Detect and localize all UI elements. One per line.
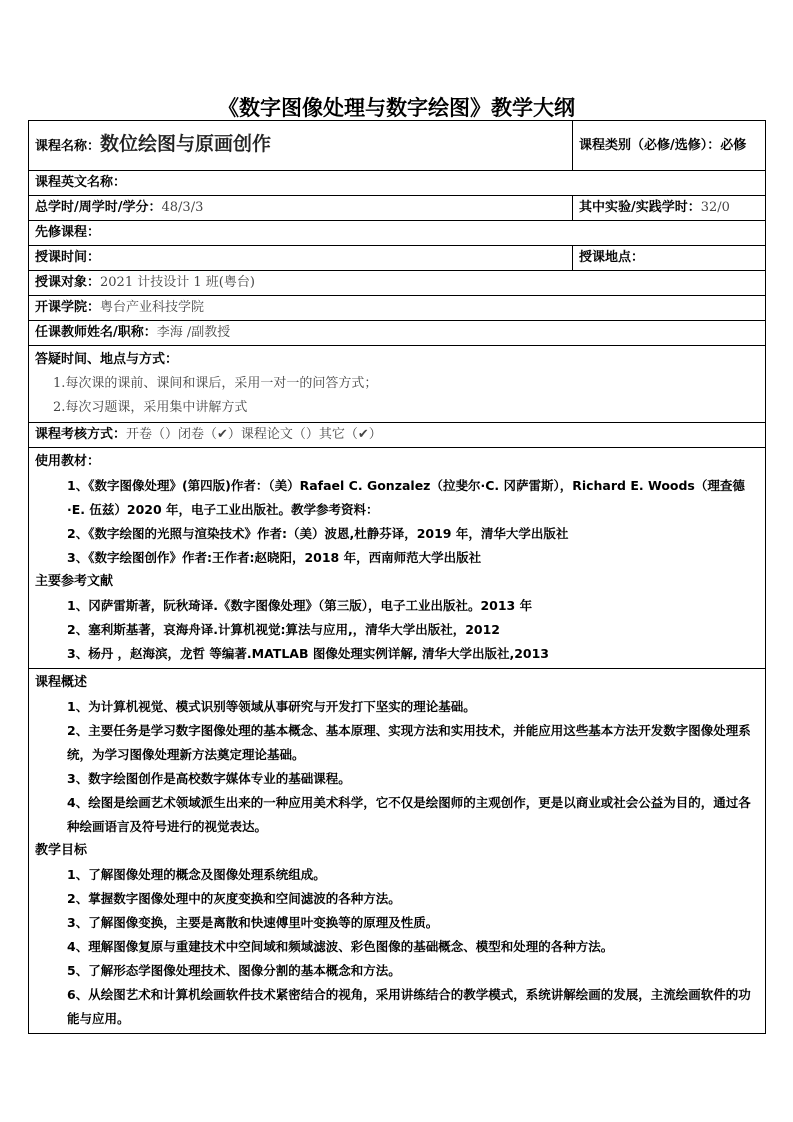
qa-cell: [29, 346, 766, 423]
lab-hours-value: 32/0: [700, 200, 730, 215]
goal-item: 5、了解形态学图像处理技术、图像分割的基本概念和方法。: [67, 963, 401, 978]
textbooks-label: 使用教材：: [35, 454, 101, 469]
teacher-value: 李海 /副教授: [156, 325, 231, 340]
audience-label: 授课对象：: [35, 275, 101, 290]
syllabus-table: [28, 120, 766, 1034]
reference-item: 2、塞利斯基著，哀海舟译.计算机视觉:算法与应用,，清华大学出版社，2012: [67, 622, 500, 637]
course-type: 课程类别（必修/选修）：必修: [573, 121, 766, 171]
exam-cell: [29, 423, 766, 448]
overview-item: 2、主要任务是学习数字图像处理的基本概念、基本原理、实现方法和实用技术，并能应用这些基本方法开发数字图像处理系统，为学习图像处理新方法奠定理论基础。: [67, 723, 751, 762]
prereq-label: 先修课程：: [29, 221, 766, 246]
goal-item: 2、掌握数字图像处理中的灰度变换和空间滤波的各种方法。: [67, 891, 401, 906]
qa-item: 2.每次习题课，采用集中讲解方式: [53, 400, 248, 415]
goal-item: 3、了解图像变换，主要是离散和快速傅里叶变换等的原理及性质。: [67, 915, 439, 930]
exam-value: 开卷（）闭卷（✔）课程论文（）其它（✔）: [126, 427, 382, 442]
college-label: 开课学院：: [35, 300, 101, 315]
course-name-label: 课程名称：: [35, 139, 101, 154]
reference-item: 1、冈萨雷斯著，阮秋琦译.《数字图像处理》（第三版），电子工业出版社。2013 年: [67, 598, 533, 613]
goals-label: 教学目标: [35, 843, 88, 858]
course-name-cell: [29, 121, 573, 171]
goal-item: 6、从绘图艺术和计算机绘画软件技术紧密结合的视角，采用讲练结合的教学模式，系统讲解绘画的发展，主流绘画软件的功能与应用。: [67, 987, 751, 1026]
hours-label: 总学时/周学时/学分：: [35, 200, 162, 215]
textbooks-cell: [29, 448, 766, 669]
audience-cell: [29, 271, 766, 296]
reference-item: 3、杨丹 ，赵海滨，龙哲 等编著.MATLAB 图像处理实例详解, 清华大学出版社,2013: [67, 646, 549, 661]
qa-item: 1.每次课的课前、课间和课后，采用一对一的问答方式；: [53, 376, 378, 391]
textbook-item: 3、《数字绘图创作》作者:王作者:赵晓阳，2018 年，西南师范大学出版社: [67, 550, 482, 565]
references-label: 主要参考文献: [35, 574, 114, 589]
overview-goals-cell: [29, 669, 766, 1034]
qa-label: 答疑时间、地点与方式：: [35, 352, 179, 367]
college-value: 粤台产业科技学院: [100, 300, 205, 315]
overview-item: 3、数字绘图创作是高校数字媒体专业的基础课程。: [67, 771, 351, 786]
goal-item: 1、了解图像处理的概念及图像处理系统组成。: [67, 867, 326, 882]
lab-hours-cell: [573, 196, 766, 221]
exam-label: 课程考核方式：: [35, 427, 127, 442]
teacher-label: 任课教师姓名/职称：: [35, 325, 157, 340]
english-name-label: 课程英文名称：: [29, 171, 766, 196]
overview-item: 1、为计算机视觉、模式识别等领域从事研究与开发打下坚实的理论基础。: [67, 699, 476, 714]
time-label: 授课时间：: [29, 246, 573, 271]
hours-value: 48/3/3: [161, 200, 204, 215]
lab-hours-label: 其中实验/实践学时：: [579, 200, 701, 215]
textbook-item: 2、《数字绘图的光照与渲染技术》作者:（美）波恩,杜静芬译，2019 年，清华大学出版社: [67, 526, 569, 541]
textbook-item: 1、《数字图像处理》(第四版)作者：（美）Rafael C. Gonzalez（拉斐尔·C. 冈萨雷斯），Richard E. Woods（理查德·E. 伍兹）2020 年，电子工业出版社。教学参考资料：: [67, 478, 745, 517]
place-label: 授课地点：: [573, 246, 766, 271]
document-title: 《数字图像处理与数字绘图》教学大纲: [218, 96, 575, 120]
hours-cell: [29, 196, 573, 221]
teacher-cell: [29, 321, 766, 346]
overview-label: 课程概述: [35, 675, 88, 690]
overview-item: 4、绘图是绘画艺术领域派生出来的一种应用美术科学，它不仅是绘图师的主观创作，更是以商业或社会公益为目的，通过各种绘画语言及符号进行的视觉表达。: [67, 795, 751, 834]
college-cell: [29, 296, 766, 321]
course-name-value: 数位绘图与原画创作: [100, 133, 272, 155]
audience-value: 2021 计技设计 1 班(粤台): [100, 275, 255, 290]
goal-item: 4、理解图像复原与重建技术中空间域和频域滤波、彩色图像的基础概念、模型和处理的各种方法。: [67, 939, 614, 954]
